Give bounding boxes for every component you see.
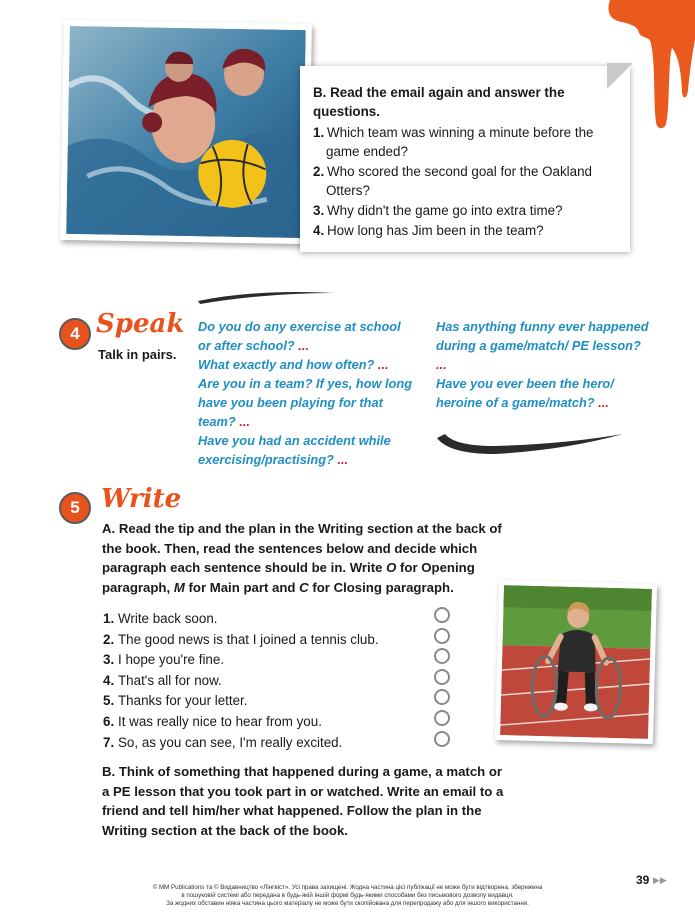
page-arrow-icon: ▶▶ — [653, 875, 667, 885]
page-number: 39 — [636, 873, 650, 887]
section-number-4: 4 — [59, 318, 91, 350]
wheelchair-athlete-photo — [495, 580, 657, 744]
answer-circle[interactable] — [434, 669, 450, 685]
speech-bubble-tail — [435, 432, 625, 460]
list-item: 3. Why didn't the game go into extra time? — [313, 203, 563, 218]
section-number-5: 5 — [59, 492, 91, 524]
water-polo-image — [66, 26, 306, 238]
wheelchair-athlete-image — [500, 585, 652, 739]
answer-circle[interactable] — [434, 731, 450, 747]
speak-subtitle: Talk in pairs. — [98, 347, 177, 362]
copyright-footer: © MM Publications та © Видавництво «Лінгвіст». Усі права захищені. Жодна частина цієї публікації не може бути відтворена, збережена в пошуковій системі або передана в будь-якій іншій формі будь-якими способами без письмового дозволу видавця. За жодних обставин ніяка частина цього матеріалу не може бути скопійована для перепродажу або для іншого використання. — [152, 884, 543, 907]
write-task-a: A. Read the tip and the plan in the Writing section at the back of the book. Then, read the sentences below and decide which paragraph each sentence should be in. Write O for Opening paragraph, M for Main part and C for Closing paragraph. — [102, 521, 502, 595]
speak-question: Has anything funny ever happened during a game/match/ PE lesson? ... — [436, 319, 649, 372]
answer-circles — [434, 607, 454, 751]
brush-stroke-top — [196, 289, 336, 305]
answer-circle[interactable] — [434, 710, 450, 726]
write-task-b: B. Think of something that happened during a game, a match or a PE lesson that you took part in or watched. Write an email to a friend and tell him/her what happened. Follow the plan in the Writing section at the back of the book. — [102, 764, 504, 838]
write-title: Write — [101, 484, 182, 514]
list-item: 2. The good news is that I joined a tennis club. — [103, 631, 379, 647]
answer-circle[interactable] — [434, 628, 450, 644]
list-item: 1. Which team was winning a minute before the game ended? — [313, 125, 594, 159]
list-item: 3. I hope you're fine. — [103, 652, 225, 668]
water-polo-photo — [60, 20, 312, 244]
list-item: 7. So, as you can see, I'm really excited. — [103, 734, 343, 750]
section-b-title: B. Read the email again and answer the questions. — [313, 85, 565, 119]
answer-circle[interactable] — [434, 689, 450, 705]
speak-question: Have you had an accident while exercising/practising? ... — [198, 433, 391, 467]
section-b-card — [300, 66, 630, 252]
speak-questions-right — [436, 317, 651, 412]
write-sentence-list — [103, 609, 433, 753]
list-item: 5. Thanks for your letter. — [103, 693, 248, 709]
speak-question: Do you do any exercise at school or after school? ... — [198, 319, 401, 353]
speak-questions-left — [198, 317, 416, 469]
speak-question: Are you in a team? If yes, how long have you been playing for that team? ... — [198, 376, 413, 429]
list-item: 4. That's all for now. — [103, 672, 222, 688]
speak-question: Have you ever been the hero/ heroine of a game/match? ... — [436, 376, 614, 410]
answer-circle[interactable] — [434, 648, 450, 664]
speak-title: Speak — [96, 309, 185, 339]
speak-question: What exactly and how often? ... — [198, 357, 389, 372]
list-item: 4. How long has Jim been in the team? — [313, 223, 544, 238]
list-item: 1. Write back soon. — [103, 611, 218, 626]
answer-circle[interactable] — [434, 607, 450, 623]
section-b-questions — [313, 123, 623, 241]
list-item: 2. Who scored the second goal for the Oakland Otters? — [313, 164, 592, 198]
list-item: 6. It was really nice to hear from you. — [103, 713, 322, 729]
